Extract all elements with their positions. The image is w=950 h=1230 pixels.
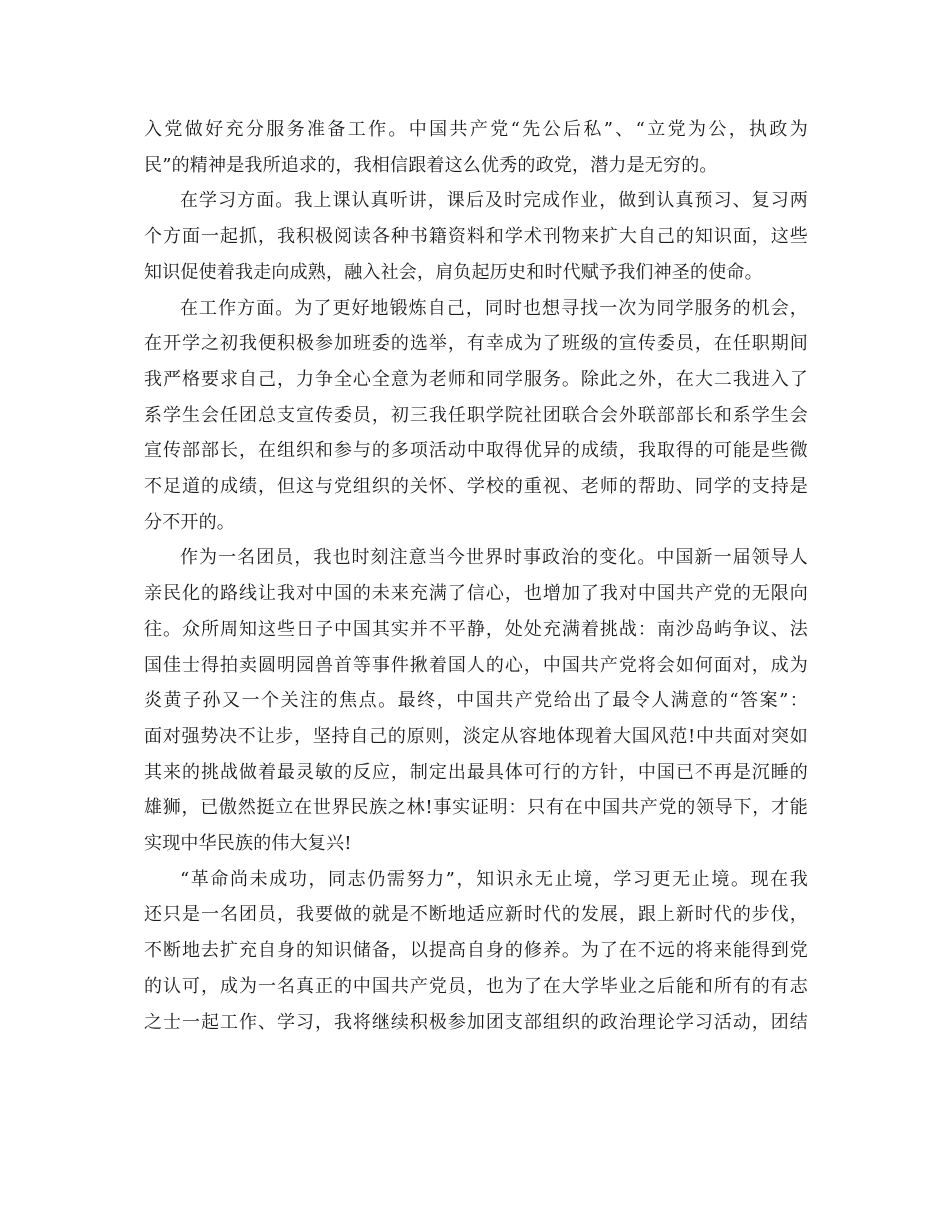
- text-line: 实现中华民族的伟大复兴!: [144, 833, 352, 855]
- text-line: 的认可，成为一名真正的中国共产党员，也为了在大学毕业之后能和所有的有志: [144, 975, 808, 997]
- text-line: 不足道的成绩，但这与党组织的关怀、学校的重视、老师的帮助、同学的支持是: [144, 476, 808, 498]
- text-line: 民”的精神是我所追求的，我相信跟着这么优秀的政党，潜力是无穷的。: [144, 154, 718, 176]
- text-line: 在学习方面。我上课认真听讲，课后及时完成作业，做到认真预习、复习两: [180, 190, 808, 212]
- paragraph-3: [144, 291, 808, 541]
- text-line: 不断地去扩充自身的知识储备，以提高自身的修养。为了在不远的将来能得到党: [144, 940, 808, 962]
- text-line: 我严格要求自己，力争全心全意为老师和同学服务。除此之外，在大二我进入了: [144, 368, 808, 390]
- text-line: 知识促使着我走向成熟，融入社会，肩负起历史和时代赋予我们神圣的使命。: [144, 261, 763, 283]
- text-line: 其来的挑战做着最灵敏的反应，制定出最具体可行的方针，中国已不再是沉睡的: [144, 761, 808, 783]
- text-line: 之士一起工作、学习，我将继续积极参加团支部组织的政治理论学习活动，团结: [144, 1011, 808, 1033]
- text-line: 入党做好充分服务准备工作。中国共产党“先公后私”、“立党为公，执政为: [144, 119, 808, 140]
- text-line: 炎黄子孙又一个关注的焦点。最终，中国共产党给出了最令人满意的“答案”：: [144, 690, 808, 712]
- text-line: 在开学之初我便积极参加班委的选举，有幸成为了班级的宣传委员，在任职期间: [144, 333, 808, 355]
- text-line: “革命尚未成功，同志仍需努力”，知识永无止境，学习更无止境。现在我: [180, 868, 808, 890]
- document-body: [144, 112, 808, 1040]
- paragraph-5: [144, 862, 808, 1041]
- paragraph-1: [144, 112, 808, 183]
- text-line: 在工作方面。为了更好地锻炼自己，同时也想寻找一次为同学服务的机会，: [180, 297, 808, 319]
- text-line: 面对强势决不让步，坚持自己的原则，淡定从容地体现着大国风范!中共面对突如: [144, 725, 808, 747]
- text-line: 作为一名团员，我也时刻注意当今世界时事政治的变化。中国新一届领导人: [180, 547, 808, 569]
- text-line: 分不开的。: [144, 511, 235, 533]
- text-line: 还只是一名团员，我要做的就是不断地适应新时代的发展，跟上新时代的步伐，: [144, 904, 808, 926]
- paragraph-4: [144, 540, 808, 861]
- text-line: 个方面一起抓，我积极阅读各种书籍资料和学术刊物来扩大自己的知识面，这些: [144, 226, 808, 248]
- text-line: 宣传部部长，在组织和参与的多项活动中取得优异的成绩，我取得的可能是些微: [144, 440, 808, 462]
- text-line: 国佳士得拍卖圆明园兽首等事件揪着国人的心，中国共产党将会如何面对，成为: [144, 654, 808, 676]
- paragraph-2: [144, 183, 808, 290]
- text-line: 亲民化的路线让我对中国的未来充满了信心，也增加了我对中国共产党的无限向: [144, 583, 808, 605]
- text-line: 往。众所周知这些日子中国其实并不平静，处处充满着挑战：南沙岛屿争议、法: [144, 618, 808, 640]
- text-line: 雄狮，已傲然挺立在世界民族之林!事实证明：只有在中国共产党的领导下，才能: [144, 797, 808, 819]
- text-line: 系学生会任团总支宣传委员，初三我任职学院社团联合会外联部部长和系学生会: [144, 404, 808, 426]
